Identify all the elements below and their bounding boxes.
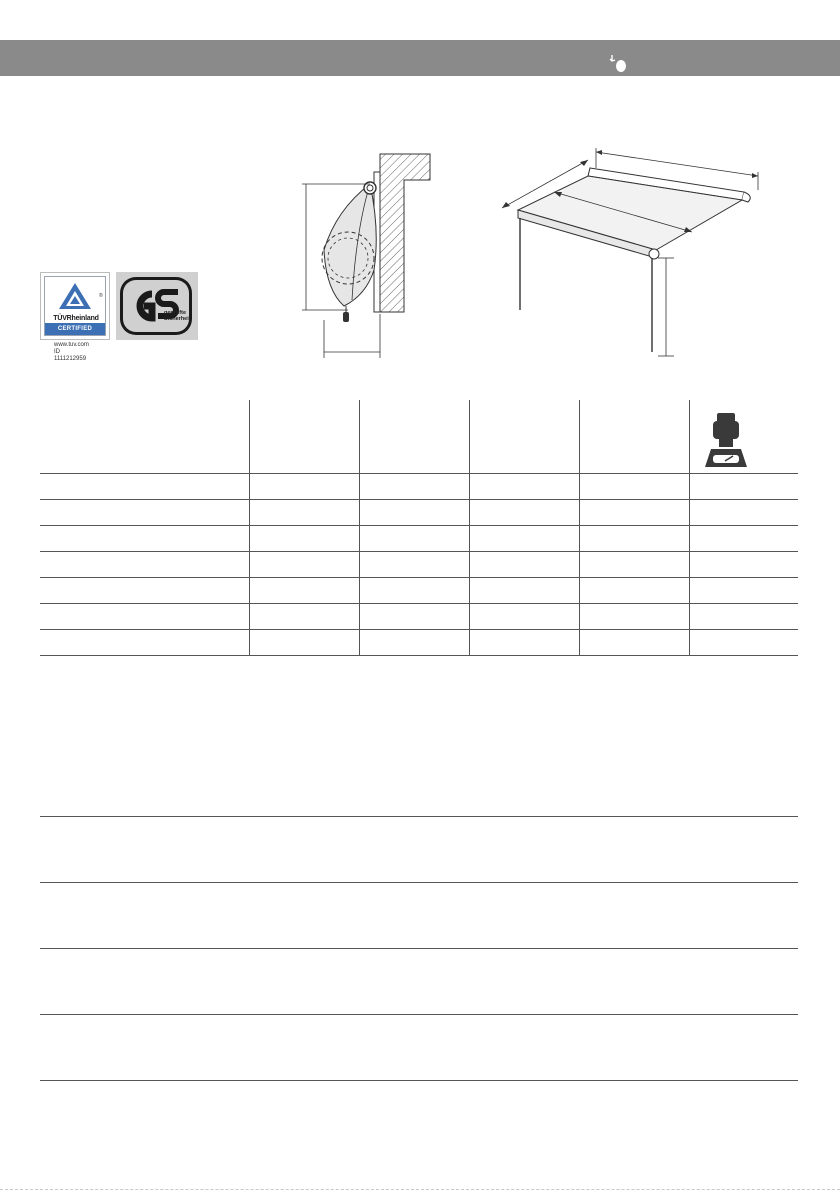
weight-scale-icon (703, 411, 749, 469)
table-cell (40, 604, 249, 630)
table-cell (249, 474, 359, 500)
awning-perspective-diagram (492, 140, 772, 370)
table-cell (579, 630, 689, 656)
table-cell (469, 474, 579, 500)
tuv-badge (40, 272, 110, 340)
table-cell (40, 630, 249, 656)
table-cell (469, 630, 579, 656)
registered-mark: ® (99, 293, 103, 299)
table-row (40, 604, 798, 630)
page-bottom-divider (0, 1189, 840, 1190)
gs-caption-line1: geprüfte (164, 310, 186, 316)
table-cell (40, 474, 249, 500)
table-row (40, 474, 798, 500)
table-cell (689, 578, 798, 604)
table-header-cell (469, 400, 579, 474)
table-header-cell (249, 400, 359, 474)
section-row (40, 883, 798, 948)
awning-side-section-diagram (296, 150, 436, 362)
table-cell (249, 578, 359, 604)
table-cell (469, 500, 579, 526)
section-row (40, 817, 798, 882)
table-cell (359, 526, 469, 552)
table-cell (689, 604, 798, 630)
gs-logo-icon (116, 272, 198, 340)
table-row (40, 630, 798, 656)
table-cell (689, 526, 798, 552)
table-cell (579, 500, 689, 526)
table-cell (249, 630, 359, 656)
table-header-weight-cell (689, 400, 798, 474)
table-row (40, 500, 798, 526)
table-cell (689, 630, 798, 656)
table-cell (469, 552, 579, 578)
header-bar (0, 40, 840, 76)
tuv-certified-label: CERTIFIED (45, 323, 105, 335)
table-cell (40, 552, 249, 578)
table-cell (249, 552, 359, 578)
tuv-name: TÜVRheinland (53, 315, 99, 322)
table-row (40, 526, 798, 552)
table-header-row (40, 400, 798, 474)
table-row (40, 552, 798, 578)
table-cell (359, 500, 469, 526)
table-cell (249, 604, 359, 630)
table-cell (359, 604, 469, 630)
table-cell (359, 474, 469, 500)
section-list (40, 816, 798, 1081)
table-cell (579, 604, 689, 630)
specification-table (40, 400, 798, 656)
table-cell (469, 578, 579, 604)
table-cell (689, 500, 798, 526)
table-cell (40, 500, 249, 526)
table-cell (579, 578, 689, 604)
table-cell (40, 578, 249, 604)
tick-bubble-icon (608, 52, 630, 74)
table-cell (359, 630, 469, 656)
section-row (40, 1015, 798, 1080)
table-cell (579, 526, 689, 552)
table-cell (249, 526, 359, 552)
table-cell (359, 578, 469, 604)
table-cell (469, 526, 579, 552)
section-row (40, 949, 798, 1014)
section-divider (40, 1080, 798, 1081)
table-cell (469, 604, 579, 630)
table-cell (249, 500, 359, 526)
table-row (40, 578, 798, 604)
tuv-id: ID 1111212959 (54, 349, 87, 362)
table-header-cell (359, 400, 469, 474)
table-header-cell (40, 400, 249, 474)
gs-caption-line2: Sicherheit (164, 316, 191, 322)
gs-badge (116, 272, 198, 340)
table-header-cell (579, 400, 689, 474)
table-cell (579, 552, 689, 578)
table-cell (689, 552, 798, 578)
table-cell (359, 552, 469, 578)
table-cell (579, 474, 689, 500)
table-cell (40, 526, 249, 552)
table-cell (689, 474, 798, 500)
tuv-triangle-icon (45, 279, 105, 315)
tuv-url: www.tuv.com (54, 342, 89, 348)
